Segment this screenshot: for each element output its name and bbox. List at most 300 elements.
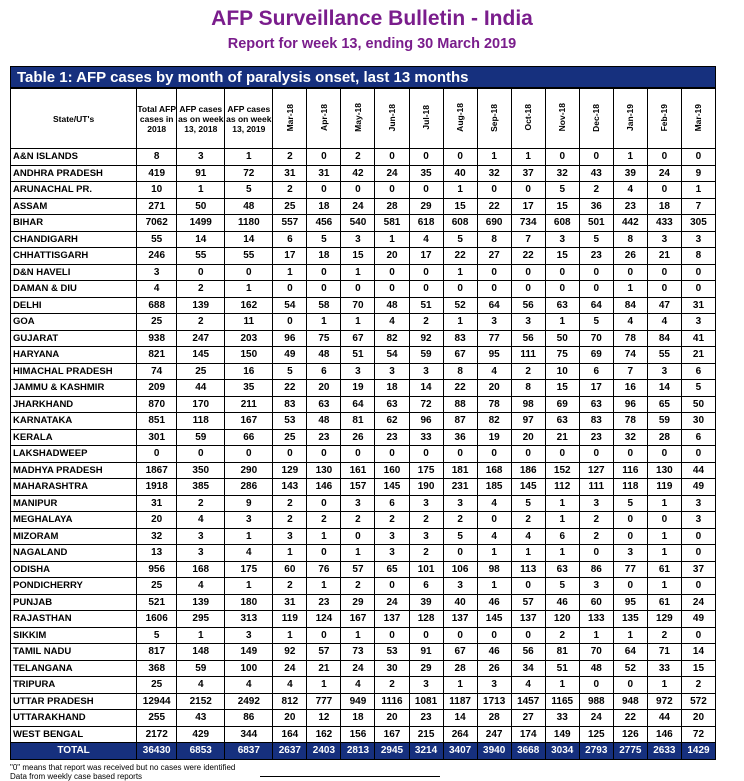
case-count: 1 <box>177 182 225 199</box>
case-count: 1187 <box>443 693 477 710</box>
column-header <box>273 89 307 149</box>
case-count: 167 <box>225 413 273 430</box>
case-count: 1116 <box>375 693 409 710</box>
column-header: State/UT's <box>11 89 137 149</box>
case-count: 12944 <box>137 693 177 710</box>
case-count: 1 <box>545 314 579 331</box>
case-count: 5 <box>443 231 477 248</box>
table-row <box>11 611 716 628</box>
case-count: 3 <box>681 512 715 529</box>
case-count: 0 <box>579 446 613 463</box>
case-count: 18 <box>341 710 375 727</box>
case-count: 2 <box>443 512 477 529</box>
table-row <box>11 347 716 364</box>
case-count: 0 <box>545 281 579 298</box>
case-count: 146 <box>307 479 341 496</box>
case-count: 0 <box>137 446 177 463</box>
table-row <box>11 495 716 512</box>
case-count: 61 <box>647 561 681 578</box>
case-count: 29 <box>409 660 443 677</box>
case-count: 0 <box>545 264 579 281</box>
state-name: WEST BENGAL <box>11 726 137 743</box>
case-count: 111 <box>579 479 613 496</box>
case-count: 456 <box>307 215 341 232</box>
case-count: 0 <box>409 264 443 281</box>
case-count: 133 <box>579 611 613 628</box>
case-count: 128 <box>409 611 443 628</box>
case-count: 0 <box>307 627 341 644</box>
case-count: 14 <box>647 380 681 397</box>
case-count: 5 <box>443 528 477 545</box>
case-count: 1 <box>545 495 579 512</box>
case-count: 6 <box>375 495 409 512</box>
case-count: 3 <box>579 495 613 512</box>
case-count: 1 <box>579 627 613 644</box>
case-count: 63 <box>307 396 341 413</box>
case-count: 295 <box>177 611 225 628</box>
case-count: 106 <box>443 561 477 578</box>
state-name: MEGHALAYA <box>11 512 137 529</box>
case-count: 152 <box>545 462 579 479</box>
case-count: 442 <box>613 215 647 232</box>
case-count: 4 <box>647 314 681 331</box>
case-count: 149 <box>545 726 579 743</box>
case-count: 2 <box>409 512 443 529</box>
case-count: 23 <box>307 594 341 611</box>
case-count: 67 <box>443 347 477 364</box>
case-count: 6 <box>545 528 579 545</box>
state-name: RAJASTHAN <box>11 611 137 628</box>
case-count: 301 <box>137 429 177 446</box>
state-name: JAMMU & KASHMIR <box>11 380 137 397</box>
case-count: 2 <box>647 627 681 644</box>
column-header <box>511 89 545 149</box>
case-count: 56 <box>511 644 545 661</box>
case-count: 100 <box>225 660 273 677</box>
case-count: 125 <box>579 726 613 743</box>
case-count: 25 <box>273 429 307 446</box>
case-count: 1 <box>225 528 273 545</box>
state-name: SIKKIM <box>11 627 137 644</box>
case-count: 0 <box>545 446 579 463</box>
case-count: 190 <box>409 479 443 496</box>
case-count: 65 <box>647 396 681 413</box>
case-count: 43 <box>579 165 613 182</box>
case-count: 92 <box>273 644 307 661</box>
case-count: 817 <box>137 644 177 661</box>
case-count: 63 <box>375 396 409 413</box>
case-count: 433 <box>647 215 681 232</box>
case-count: 0 <box>613 264 647 281</box>
case-count: 162 <box>307 726 341 743</box>
case-count: 608 <box>545 215 579 232</box>
footer-divider <box>260 776 440 777</box>
case-count: 96 <box>613 396 647 413</box>
case-count: 1 <box>307 314 341 331</box>
case-count: 618 <box>409 215 443 232</box>
case-count: 0 <box>375 182 409 199</box>
case-count: 3 <box>375 545 409 562</box>
case-count: 139 <box>177 297 225 314</box>
case-count: 101 <box>409 561 443 578</box>
footnote-source: Data from weekly case based reports <box>10 772 143 781</box>
case-count: 15 <box>443 198 477 215</box>
table-row <box>11 314 716 331</box>
case-count: 4 <box>375 314 409 331</box>
case-count: 3668 <box>511 743 545 760</box>
case-count: 58 <box>307 297 341 314</box>
case-count: 0 <box>409 182 443 199</box>
column-header <box>409 89 443 149</box>
column-header <box>681 89 715 149</box>
column-header <box>647 89 681 149</box>
case-count: 2 <box>273 149 307 166</box>
case-count: 63 <box>545 413 579 430</box>
state-name: TELANGANA <box>11 660 137 677</box>
state-name: KERALA <box>11 429 137 446</box>
case-count: 54 <box>273 297 307 314</box>
case-count: 0 <box>511 182 545 199</box>
case-count: 59 <box>177 429 225 446</box>
case-count: 26 <box>341 429 375 446</box>
case-count: 61 <box>647 594 681 611</box>
case-count: 51 <box>409 297 443 314</box>
case-count: 168 <box>477 462 511 479</box>
case-count: 1 <box>307 578 341 595</box>
case-count: 24 <box>341 660 375 677</box>
case-count: 7062 <box>137 215 177 232</box>
case-count: 0 <box>477 182 511 199</box>
case-count: 0 <box>225 264 273 281</box>
state-name: A&N ISLANDS <box>11 149 137 166</box>
case-count: 34 <box>511 660 545 677</box>
case-count: 0 <box>375 446 409 463</box>
case-count: 55 <box>225 248 273 265</box>
case-count: 30 <box>375 660 409 677</box>
case-count: 22 <box>613 710 647 727</box>
case-count: 78 <box>613 330 647 347</box>
case-count: 0 <box>579 677 613 694</box>
case-count: 1 <box>177 627 225 644</box>
case-count: 55 <box>177 248 225 265</box>
case-count: 3 <box>225 627 273 644</box>
case-count: 211 <box>225 396 273 413</box>
case-count: 3 <box>177 545 225 562</box>
case-count: 0 <box>579 281 613 298</box>
case-count: 40 <box>443 165 477 182</box>
table-row <box>11 413 716 430</box>
column-header <box>443 89 477 149</box>
table-row <box>11 528 716 545</box>
case-count: 186 <box>511 462 545 479</box>
table-row <box>11 446 716 463</box>
table-row <box>11 165 716 182</box>
case-count: 24 <box>681 594 715 611</box>
case-count: 3 <box>681 314 715 331</box>
case-count: 64 <box>613 644 647 661</box>
case-count: 3 <box>341 495 375 512</box>
case-count: 521 <box>137 594 177 611</box>
case-count: 4 <box>225 545 273 562</box>
case-count: 0 <box>613 677 647 694</box>
state-name: GUJARAT <box>11 330 137 347</box>
case-count: 0 <box>307 545 341 562</box>
case-count: 33 <box>545 710 579 727</box>
case-count: 5 <box>681 380 715 397</box>
case-count: 1 <box>307 528 341 545</box>
case-count: 255 <box>137 710 177 727</box>
case-count: 0 <box>307 149 341 166</box>
column-header-label: Jul-18 <box>421 105 432 130</box>
table-row <box>11 182 716 199</box>
case-count: 17 <box>579 380 613 397</box>
case-count: 39 <box>409 594 443 611</box>
case-count: 49 <box>681 611 715 628</box>
state-name: LAKSHADWEEP <box>11 446 137 463</box>
case-count: 23 <box>579 248 613 265</box>
case-count: 3214 <box>409 743 443 760</box>
case-count: 1 <box>613 627 647 644</box>
case-count: 49 <box>273 347 307 364</box>
case-count: 118 <box>177 413 225 430</box>
case-count: 2 <box>579 528 613 545</box>
case-count: 28 <box>375 198 409 215</box>
case-count: 1 <box>647 578 681 595</box>
case-count: 15 <box>545 248 579 265</box>
case-count: 4 <box>613 182 647 199</box>
case-count: 63 <box>545 561 579 578</box>
case-count: 0 <box>511 627 545 644</box>
case-count: 149 <box>225 644 273 661</box>
case-count: 3 <box>443 578 477 595</box>
case-count: 116 <box>613 462 647 479</box>
case-count: 313 <box>225 611 273 628</box>
case-count: 32 <box>137 528 177 545</box>
case-count: 0 <box>681 545 715 562</box>
case-count: 2 <box>273 182 307 199</box>
case-count: 1081 <box>409 693 443 710</box>
column-header: AFP cases as on week 13, 2018 <box>177 89 225 149</box>
case-count: 51 <box>341 347 375 364</box>
case-count: 129 <box>273 462 307 479</box>
case-count: 0 <box>647 149 681 166</box>
state-name: ARUNACHAL PR. <box>11 182 137 199</box>
case-count: 350 <box>177 462 225 479</box>
case-count: 92 <box>409 330 443 347</box>
case-count: 3 <box>409 677 443 694</box>
case-count: 87 <box>443 413 477 430</box>
case-count: 3 <box>177 149 225 166</box>
case-count: 15 <box>545 380 579 397</box>
case-count: 1 <box>443 677 477 694</box>
state-name: UTTARAKHAND <box>11 710 137 727</box>
case-count: 77 <box>477 330 511 347</box>
case-count: 130 <box>307 462 341 479</box>
case-count: 572 <box>681 693 715 710</box>
case-count: 120 <box>545 611 579 628</box>
case-count: 2 <box>341 149 375 166</box>
case-count: 63 <box>579 396 613 413</box>
case-count: 215 <box>409 726 443 743</box>
column-header <box>579 89 613 149</box>
case-count: 77 <box>613 561 647 578</box>
case-count: 36 <box>579 198 613 215</box>
case-count: 1 <box>511 149 545 166</box>
case-count: 734 <box>511 215 545 232</box>
case-count: 6 <box>681 429 715 446</box>
case-count: 54 <box>375 347 409 364</box>
case-count: 75 <box>545 347 579 364</box>
case-count: 2 <box>409 545 443 562</box>
state-name: D&N HAVELI <box>11 264 137 281</box>
case-count: 14 <box>409 380 443 397</box>
case-count: 48 <box>307 347 341 364</box>
case-count: 185 <box>477 479 511 496</box>
case-count: 53 <box>375 644 409 661</box>
case-count: 74 <box>137 363 177 380</box>
case-count: 1 <box>443 182 477 199</box>
table-row <box>11 429 716 446</box>
case-count: 0 <box>307 495 341 512</box>
case-count: 8 <box>443 363 477 380</box>
case-count: 690 <box>477 215 511 232</box>
case-count: 0 <box>375 627 409 644</box>
case-count: 0 <box>443 545 477 562</box>
case-count: 29 <box>341 594 375 611</box>
table-row <box>11 545 716 562</box>
case-count: 0 <box>477 512 511 529</box>
case-count: 25 <box>177 363 225 380</box>
case-count: 3 <box>511 314 545 331</box>
case-count: 137 <box>375 611 409 628</box>
case-count: 156 <box>341 726 375 743</box>
case-count: 1 <box>273 627 307 644</box>
table-row <box>11 396 716 413</box>
case-count: 1713 <box>477 693 511 710</box>
case-count: 22 <box>443 248 477 265</box>
case-count: 60 <box>579 594 613 611</box>
table-header-row <box>11 89 716 149</box>
case-count: 6837 <box>225 743 273 760</box>
case-count: 25 <box>273 198 307 215</box>
state-name: UTTAR PRADESH <box>11 693 137 710</box>
case-count: 1 <box>341 545 375 562</box>
case-count: 76 <box>307 561 341 578</box>
case-count: 175 <box>225 561 273 578</box>
case-count: 118 <box>613 479 647 496</box>
case-count: 22 <box>443 380 477 397</box>
case-count: 0 <box>341 281 375 298</box>
case-count: 1 <box>225 281 273 298</box>
table-row <box>11 627 716 644</box>
case-count: 83 <box>273 396 307 413</box>
case-count: 3 <box>225 512 273 529</box>
case-count: 86 <box>579 561 613 578</box>
table-row <box>11 281 716 298</box>
case-count: 0 <box>307 264 341 281</box>
case-count: 1 <box>273 264 307 281</box>
case-count: 1 <box>477 578 511 595</box>
case-count: 27 <box>511 710 545 727</box>
case-count: 5 <box>225 182 273 199</box>
case-count: 20 <box>137 512 177 529</box>
case-count: 1457 <box>511 693 545 710</box>
column-header-label: Sep-18 <box>489 103 500 132</box>
case-count: 81 <box>545 644 579 661</box>
case-count: 0 <box>613 528 647 545</box>
case-count: 52 <box>613 660 647 677</box>
case-count: 48 <box>307 413 341 430</box>
case-count: 21 <box>647 248 681 265</box>
case-count: 0 <box>273 446 307 463</box>
case-count: 32 <box>613 429 647 446</box>
case-count: 40 <box>443 594 477 611</box>
case-count: 4 <box>613 314 647 331</box>
column-header <box>307 89 341 149</box>
case-count: 777 <box>307 693 341 710</box>
column-header-label: Oct-18 <box>523 104 534 131</box>
case-count: 4 <box>511 677 545 694</box>
case-count: 20 <box>307 380 341 397</box>
case-count: 181 <box>443 462 477 479</box>
case-count: 67 <box>443 644 477 661</box>
case-count: 419 <box>137 165 177 182</box>
case-count: 5 <box>613 495 647 512</box>
case-count: 95 <box>613 594 647 611</box>
table-row <box>11 297 716 314</box>
column-header <box>545 89 579 149</box>
case-count: 18 <box>375 380 409 397</box>
case-count: 66 <box>225 429 273 446</box>
case-count: 3 <box>443 495 477 512</box>
case-count: 0 <box>681 528 715 545</box>
case-count: 203 <box>225 330 273 347</box>
case-count: 1 <box>545 545 579 562</box>
case-count: 3 <box>647 231 681 248</box>
case-count: 70 <box>579 644 613 661</box>
case-count: 1 <box>681 182 715 199</box>
case-count: 174 <box>511 726 545 743</box>
case-count: 0 <box>579 545 613 562</box>
case-count: 0 <box>307 182 341 199</box>
table-row <box>11 561 716 578</box>
case-count: 3 <box>177 528 225 545</box>
case-count: 60 <box>273 561 307 578</box>
table-row <box>11 380 716 397</box>
case-count: 32 <box>545 165 579 182</box>
case-count: 344 <box>225 726 273 743</box>
case-count: 1 <box>545 677 579 694</box>
table-row <box>11 660 716 677</box>
case-count: 127 <box>579 462 613 479</box>
case-count: 18 <box>647 198 681 215</box>
case-count: 5 <box>273 363 307 380</box>
case-count: 385 <box>177 479 225 496</box>
case-count: 67 <box>341 330 375 347</box>
case-count: 1 <box>375 231 409 248</box>
table-row <box>11 363 716 380</box>
case-count: 2 <box>375 512 409 529</box>
case-count: 5 <box>545 182 579 199</box>
case-count: 23 <box>613 198 647 215</box>
case-count: 0 <box>409 627 443 644</box>
case-count: 23 <box>409 710 443 727</box>
case-count: 64 <box>477 297 511 314</box>
case-count: 0 <box>375 264 409 281</box>
case-count: 688 <box>137 297 177 314</box>
case-count: 19 <box>477 429 511 446</box>
state-name: MANIPUR <box>11 495 137 512</box>
